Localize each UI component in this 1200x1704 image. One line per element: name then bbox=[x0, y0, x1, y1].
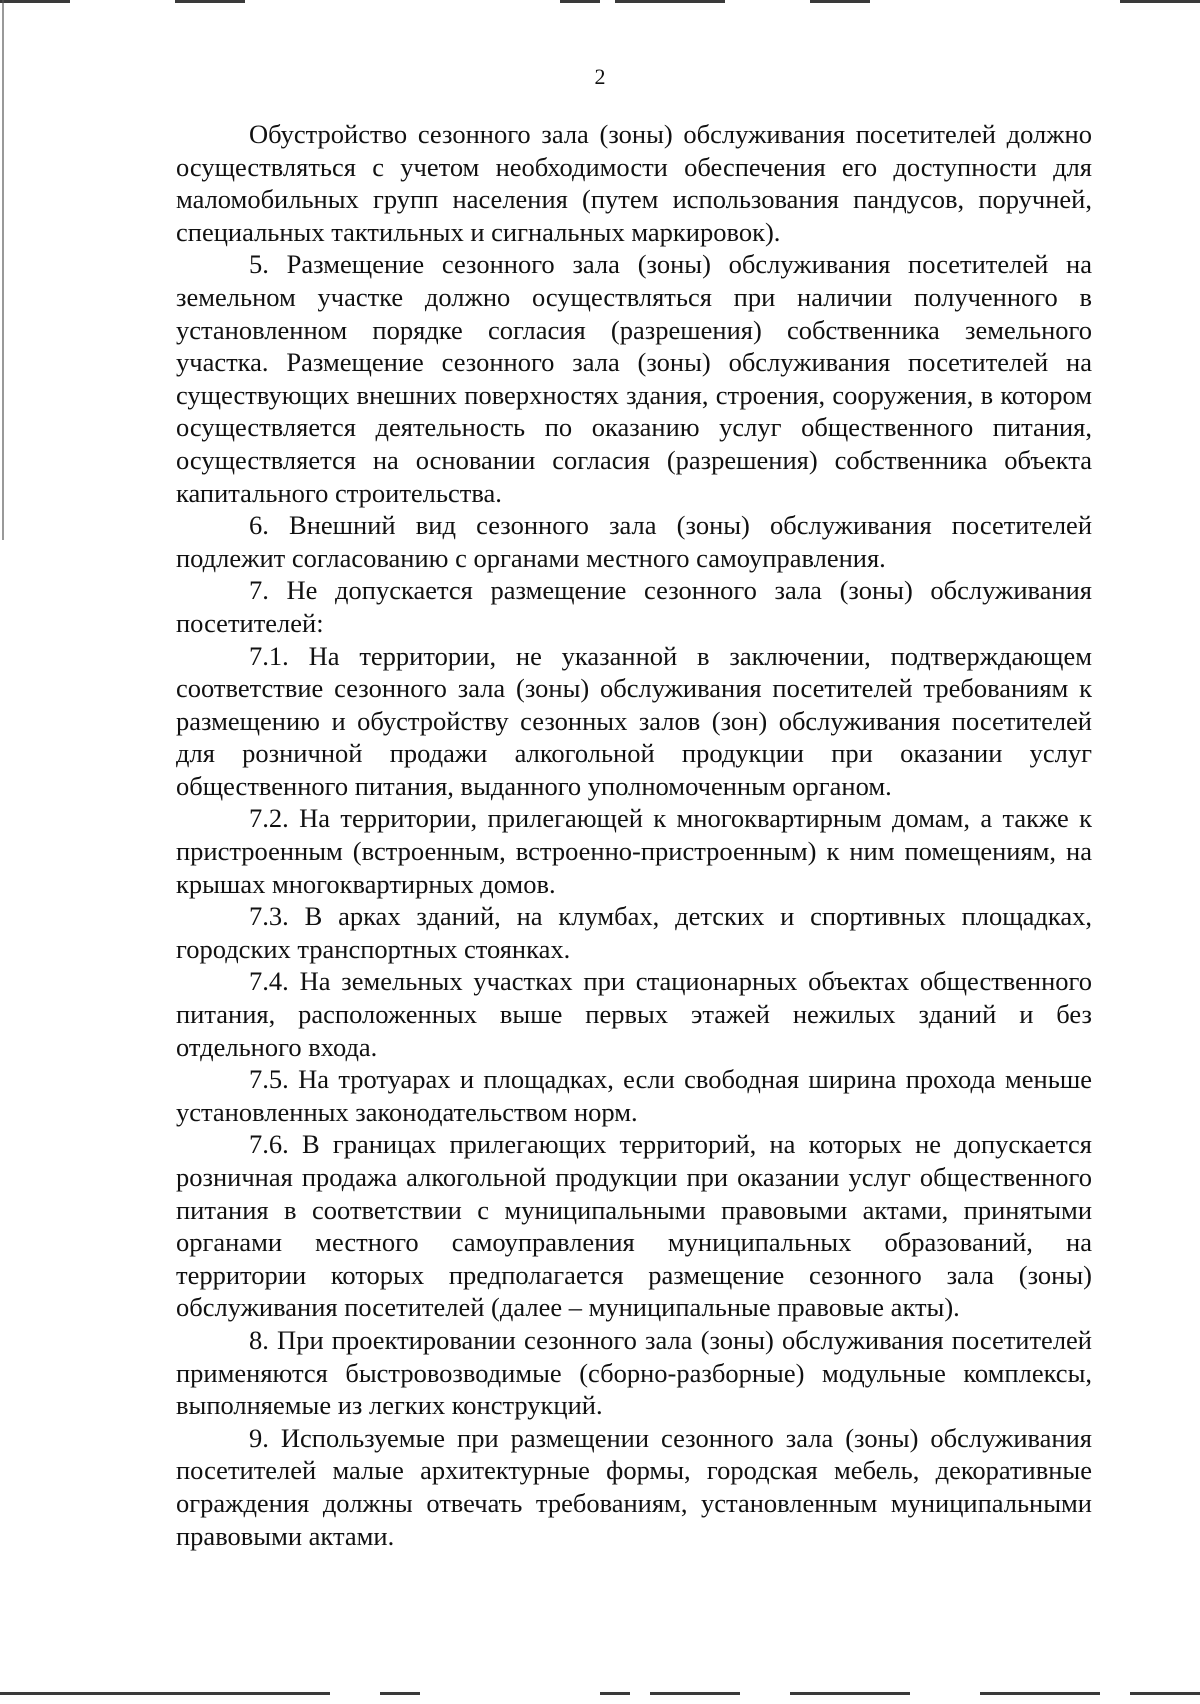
scan-edge-top bbox=[0, 0, 1200, 8]
document-body bbox=[176, 118, 1092, 1552]
paragraph-5: 5. Размещение сезонного зала (зоны) обслуживания посетителей на земельном участке должно осуществляться при наличии полученного в установленном порядке согласия (разрешения) собственника земельного участка. Размещение сезонного зала (зоны) обслуживания посетителей на существующих внешних поверхностях здания, строения, сооружения, в котором осуществляется деятельность по оказанию услуг общественного питания, осуществляется на основании согласия (разрешения) собственника объекта капитального строительства. bbox=[176, 249, 1092, 508]
paragraph-6: 6. Внешний вид сезонного зала (зоны) обслуживания посетителей подлежит согласованию с органами местного самоуправления. bbox=[176, 510, 1092, 573]
paragraph-7-3: 7.3. В арках зданий, на клумбах, детских и спортивных площадках, городских транспортных стоянках. bbox=[176, 901, 1092, 964]
paragraph-7-5: 7.5. На тротуарах и площадках, если свободная ширина прохода меньше установленных законодательством норм. bbox=[176, 1064, 1092, 1127]
paragraph-7-1: 7.1. На территории, не указанной в заключении, подтверждающем соответствие сезонного зала (зоны) обслуживания посетителей требованиям к размещению и обустройству сезонных залов (зон) обслуживания посетителей для розничной продажи алкогольной продукции при оказании услуг общественного питания, выданного уполномоченным органом. bbox=[176, 640, 1092, 801]
paragraph-7-4: 7.4. На земельных участках при стационарных объектах общественного питания, расположенных выше первых этажей нежилых зданий и без отдельного входа. bbox=[176, 966, 1092, 1062]
paragraph-9: 9. Используемые при размещении сезонного зала (зоны) обслуживания посетителей малые архитектурные формы, городская мебель, декоративные ограждения должны отвечать требованиям, установленным муниципальными правовыми актами. bbox=[176, 1422, 1092, 1551]
page-number: 2 bbox=[594, 64, 606, 89]
paragraph-8: 8. При проектировании сезонного зала (зоны) обслуживания посетителей применяются быстровозводимые (сборно-разборные) модульные комплексы, выполняемые из легких конструкций. bbox=[176, 1324, 1092, 1421]
paragraph-7: 7. Не допускается размещение сезонного зала (зоны) обслуживания посетителей: bbox=[176, 575, 1092, 638]
paragraph-7-6: 7.6. В границах прилегающих территорий, на которых не допускается розничная продажа алкогольной продукции при оказании услуг общественного питания в соответствии с муниципальными правовыми актами, принятыми органами местного самоуправления муниципальных образований, на территории которых предполагается размещение сезонного зала (зоны) обслуживания посетителей (далее – муниципальные правовые акты). bbox=[176, 1129, 1092, 1323]
paragraph-accessibility: Обустройство сезонного зала (зоны) обслуживания посетителей должно осуществляться с учетом необходимости обеспечения его доступности для маломобильных групп населения (путем использования пандусов, поручней, специальных тактильных и сигнальных маркировок). bbox=[176, 119, 1092, 247]
scan-edge-bottom bbox=[0, 1692, 1200, 1700]
paragraph-7-2: 7.2. На территории, прилегающей к многоквартирным домам, а также к пристроенным (встроенным, встроенно-пристроенным) к ним помещениям, на крышах многоквартирных домов. bbox=[176, 803, 1092, 899]
